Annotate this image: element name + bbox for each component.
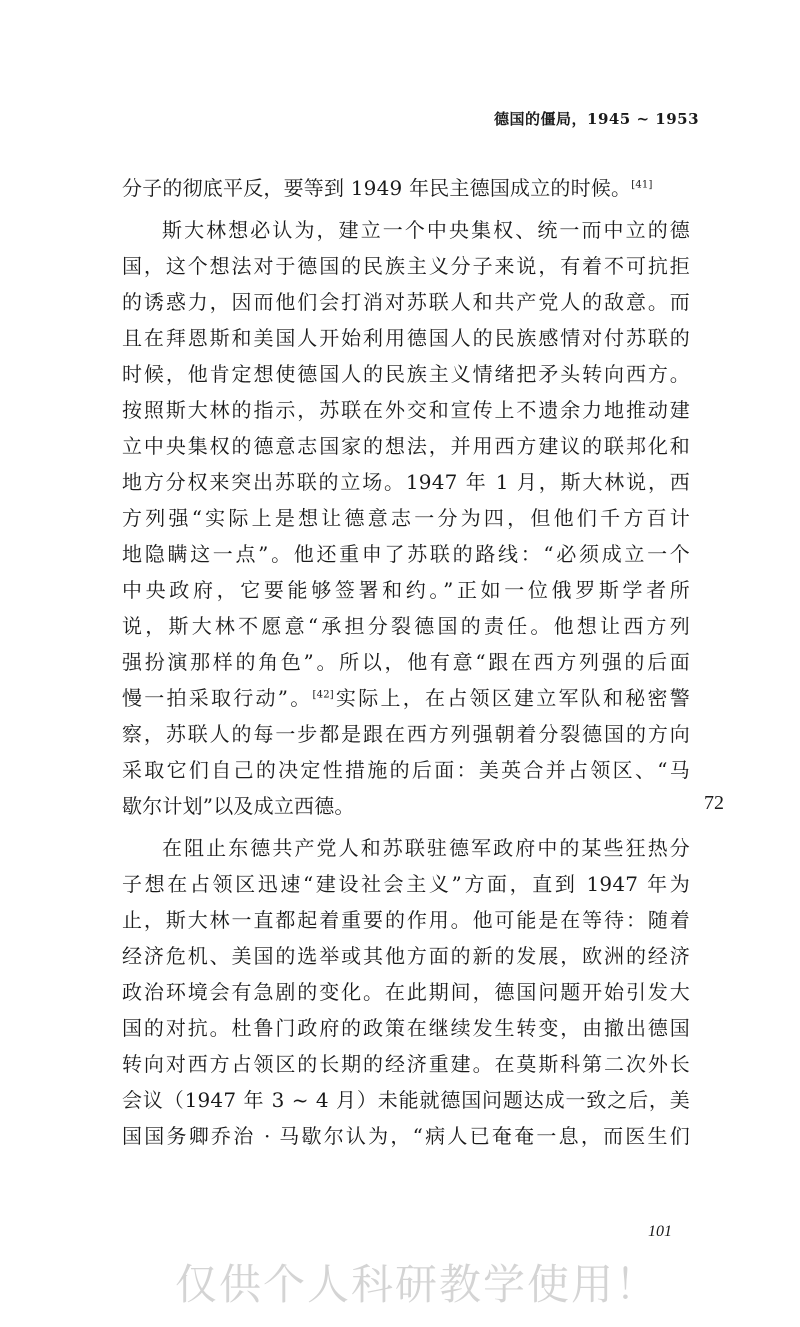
text-line: 经济危机、美国的选举或其他方面的新的发展，欧洲的经济 bbox=[122, 944, 690, 968]
text-line: 方列强“实际上是想让德意志一分为四，但他们千方百计 bbox=[122, 506, 690, 530]
text-line: 按照斯大林的指示，苏联在外交和宣传上不遗余力地推动建 bbox=[122, 398, 690, 422]
text-line: 地方分权来突出苏联的立场。1947 年 1 月，斯大林说，西 bbox=[122, 470, 690, 494]
body-text bbox=[122, 170, 690, 1154]
text-line: 且在拜恩斯和美国人开始利用德国人的民族感情对付苏联的 bbox=[122, 326, 690, 350]
text-line: 采取它们自己的决定性措施的后面：美英合并占领区、“马 bbox=[122, 758, 690, 782]
text-line: 子想在占领区迅速“建设社会主义”方面，直到 1947 年为 bbox=[122, 872, 690, 896]
text-line: 歇尔计划”以及成立西德。 bbox=[122, 794, 355, 818]
text-line: 止，斯大林一直都起着重要的作用。他可能是在等待：随着 bbox=[122, 908, 690, 932]
text-line: 政治环境会有急剧的变化。在此期间，德国问题开始引发大 bbox=[122, 980, 690, 1004]
text-line-content: 分子的彻底平反，要等到 1949 年民主德国成立的时候。 bbox=[122, 176, 632, 200]
text-line: 国，这个想法对于德国的民族主义分子来说，有着不可抗拒 bbox=[122, 254, 690, 278]
text-line: 中央政府，它要能够签署和约。”正如一位俄罗斯学者所 bbox=[122, 578, 690, 602]
text-line: 国的对抗。杜鲁门政府的政策在继续发生转变，由撤出德国 bbox=[122, 1016, 690, 1040]
watermark: 仅供个人科研教学使用！ bbox=[175, 1260, 660, 1309]
text-line: 斯大林想必认为，建立一个中央集权、统一而中立的德 bbox=[162, 218, 690, 242]
running-head: 德国的僵局，1945 ~ 1953 bbox=[494, 110, 700, 128]
footnote-ref: [42] bbox=[312, 689, 334, 701]
text-line: 会议（1947 年 3 ~ 4 月）未能就德国问题达成一致之后，美 bbox=[122, 1088, 690, 1112]
text-line: 察，苏联人的每一步都是跟在西方列强朝着分裂德国的方向 bbox=[122, 722, 690, 746]
text-line: 转向对西方占领区的长期的经济重建。在莫斯科第二次外长 bbox=[122, 1052, 690, 1076]
text-line bbox=[122, 170, 690, 206]
footnote-ref: [41] bbox=[631, 179, 653, 191]
margin-page-number: 72 bbox=[704, 792, 724, 814]
text-line bbox=[122, 680, 690, 716]
text-line: 说，斯大林不愿意“承担分裂德国的责任。他想让西方列 bbox=[122, 614, 690, 638]
page-number: 101 bbox=[648, 1223, 672, 1240]
text-line: 地隐瞒这一点”。他还重申了苏联的路线：“必须成立一个 bbox=[122, 542, 690, 566]
text-line-content: 实际上，在占领区建立军队和秘密警 bbox=[333, 686, 690, 710]
text-line: 时候，他肯定想使德国人的民族主义情绪把矛头转向西方。 bbox=[122, 362, 690, 386]
text-line: 国国务卿乔治 · 马歇尔认为，“病人已奄奄一息，而医生们 bbox=[122, 1124, 690, 1148]
text-line-content: 慢一拍采取行动”。 bbox=[122, 686, 313, 710]
text-line: 强扮演那样的角色”。所以，他有意“跟在西方列强的后面 bbox=[122, 650, 690, 674]
text-line: 立中央集权的德意志国家的想法，并用西方建议的联邦化和 bbox=[122, 434, 690, 458]
text-line: 的诱惑力，因而他们会打消对苏联人和共产党人的敌意。而 bbox=[122, 290, 690, 314]
text-line: 在阻止东德共产党人和苏联驻德军政府中的某些狂热分 bbox=[162, 836, 690, 860]
